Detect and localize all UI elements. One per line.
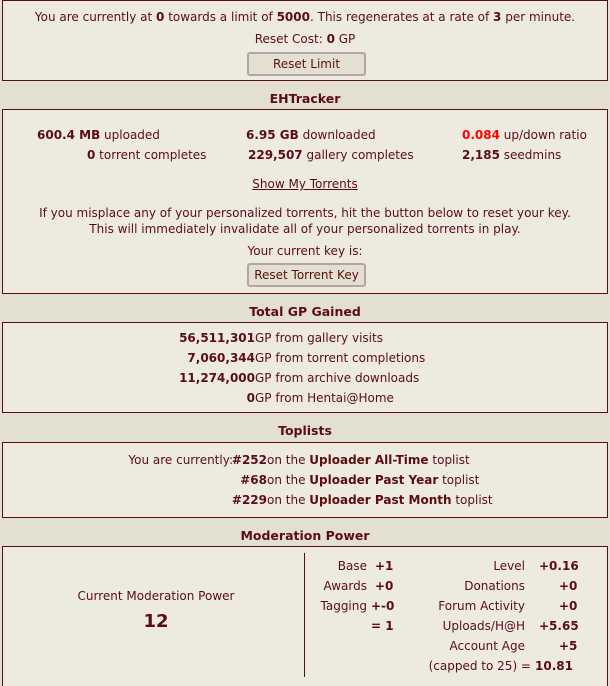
toplist-entry: on the Uploader Past Month toplist [267, 493, 493, 507]
moderation-panel [2, 546, 608, 686]
limit-status-text: You are currently at 0 towards a limit of 5000. This regenerates at a rate of 3 per minute. [34, 10, 576, 24]
seedmins-stat: 2,185 seedmins [462, 148, 562, 162]
reset-cost-text: Reset Cost: 0 GP [254, 32, 356, 46]
torrent-info-line1: If you misplace any of your personalized torrents, hit the button below to reset your key. [39, 206, 571, 220]
limit-current: 0 [156, 10, 165, 24]
uploaded-stat: 600.4 MB uploaded [37, 128, 160, 142]
mod-level-label: Level [493, 559, 525, 573]
moderation-title: Moderation Power [240, 528, 370, 543]
reset-torrent-key-button[interactable]: Reset Torrent Key [247, 263, 366, 287]
mod-account-age-label: Account Age [449, 639, 525, 653]
toplist-link-past-year[interactable]: Uploader Past Year [309, 473, 439, 487]
toplist-link-all-time[interactable]: Uploader All-Time [309, 453, 429, 467]
gp-torrent-completions-value: 7,060,344 [187, 351, 255, 365]
mod-awards-label: Awards [323, 579, 367, 593]
mod-uploads-hath-value: +5.65 [539, 619, 579, 633]
toplist-entry: on the Uploader All-Time toplist [267, 453, 470, 467]
toplists-title: Toplists [278, 423, 332, 438]
gp-archive-downloads-label: GP from archive downloads [255, 371, 420, 385]
gp-hath-value: 0 [246, 391, 255, 405]
ratio-stat: 0.084 up/down ratio [462, 128, 587, 142]
gp-archive-downloads-value: 11,274,000 [179, 371, 255, 385]
toplists-prefix: You are currently: [128, 453, 233, 467]
toplist-entry: on the Uploader Past Year toplist [267, 473, 480, 487]
downloaded-stat: 6.95 GB downloaded [246, 128, 376, 142]
mod-left-total: = 1 [371, 619, 394, 633]
ehtracker-title: EHTracker [269, 91, 341, 106]
gp-gained-title: Total GP Gained [249, 304, 361, 319]
mod-uploads-hath-label: Uploads/H@H [442, 619, 525, 633]
ehtracker-panel [2, 109, 608, 294]
mod-donations-value: +0 [559, 579, 578, 593]
toplist-rank: #68 [240, 473, 267, 487]
gp-gained-panel [2, 322, 608, 413]
mod-forum-label: Forum Activity [438, 599, 525, 613]
mod-capped-label: (capped to 25) = [428, 659, 531, 673]
mod-forum-value: +0 [559, 599, 578, 613]
mod-base-label: Base [337, 559, 367, 573]
mod-tagging-value: +-0 [371, 599, 395, 613]
mod-account-age-value: +5 [559, 639, 578, 653]
image-limits-panel [2, 0, 608, 81]
mod-right-total: 10.81 [535, 659, 573, 673]
torrent-info-line2: This will immediately invalidate all of your personalized torrents in play. [89, 222, 521, 236]
mod-awards-value: +0 [375, 579, 394, 593]
current-moderation-label: Current Moderation Power [77, 589, 235, 603]
gp-gallery-visits-label: GP from gallery visits [255, 331, 383, 345]
limit-rate: 3 [493, 10, 502, 24]
gallery-completes-stat: 229,507 gallery completes [248, 148, 414, 162]
toplist-rank: #252 [231, 453, 267, 467]
mod-tagging-label: Tagging [320, 599, 367, 613]
toplist-rank: #229 [231, 493, 267, 507]
gp-hath-label: GP from Hentai@Home [255, 391, 394, 405]
show-my-torrents-link[interactable]: Show My Torrents [252, 177, 358, 191]
gp-torrent-completions-label: GP from torrent completions [255, 351, 426, 365]
toplist-link-past-month[interactable]: Uploader Past Month [309, 493, 452, 507]
current-moderation-value: 12 [143, 611, 169, 632]
show-torrents-wrap [3, 177, 607, 191]
mod-donations-label: Donations [464, 579, 525, 593]
mod-level-value: +0.16 [539, 559, 579, 573]
mod-base-value: +1 [375, 559, 394, 573]
limit-max: 5000 [276, 10, 310, 24]
reset-cost-value: 0 [326, 32, 335, 46]
reset-limit-button[interactable]: Reset Limit [247, 52, 366, 76]
current-key-label: Your current key is: [247, 244, 363, 258]
gp-gallery-visits-value: 56,511,301 [179, 331, 255, 345]
toplists-panel [2, 442, 608, 518]
torrent-completes-stat: 0 torrent completes [87, 148, 207, 162]
